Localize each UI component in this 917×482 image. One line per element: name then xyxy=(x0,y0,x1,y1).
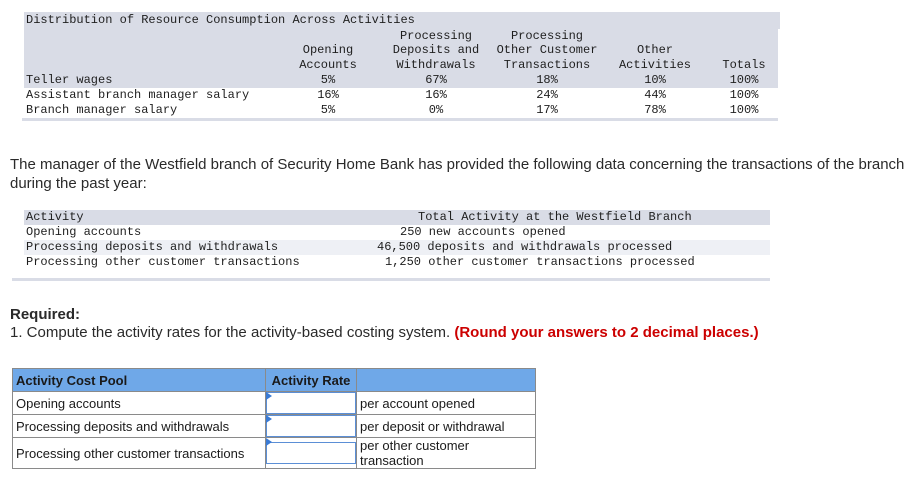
table-row xyxy=(13,438,536,469)
col-header-line2: Opening xyxy=(302,43,354,57)
table-row xyxy=(24,255,770,270)
activity-table xyxy=(24,210,770,280)
answer-table xyxy=(12,368,536,469)
intro-paragraph: The manager of the Westfield branch of Security Home Bank has provided the following data concerning the transactions of the branch during the past year: xyxy=(10,156,905,192)
cell-value: 0% xyxy=(428,103,444,117)
cell-value: 16% xyxy=(425,88,447,102)
cell-value: 5% xyxy=(320,103,336,117)
distribution-table xyxy=(24,12,778,119)
cell-value: 78% xyxy=(644,103,666,117)
table-row xyxy=(24,240,770,255)
table-divider xyxy=(12,278,770,281)
row-label: Assistant branch manager salary xyxy=(26,88,250,102)
table-row xyxy=(24,88,778,103)
cell-value: 5% xyxy=(320,73,336,87)
row-label: Teller wages xyxy=(26,73,113,87)
rate-cell xyxy=(266,415,357,438)
rate-unit: per account opened xyxy=(357,392,536,415)
cell-value: 100% xyxy=(729,73,759,87)
activity-total: 1,250 other customer transactions processed xyxy=(385,255,695,269)
table-row xyxy=(24,103,778,118)
cost-pool-label: Opening accounts xyxy=(13,392,266,415)
col-header-line3: Activities xyxy=(618,58,691,72)
rounding-note: (Round your answers to 2 decimal places.) xyxy=(454,324,759,341)
flag-icon xyxy=(266,392,272,400)
table-row xyxy=(24,225,770,240)
activity-header: Activity xyxy=(26,210,84,224)
activity-total: 250 new accounts opened xyxy=(400,225,566,239)
cell-value: 67% xyxy=(425,73,447,87)
col-header-line3: Withdrawals xyxy=(396,58,476,72)
cell-value: 100% xyxy=(729,88,759,102)
row-label: Branch manager salary xyxy=(26,103,178,117)
col-header-line3: Transactions xyxy=(503,58,591,72)
rate-unit: per other customer transaction xyxy=(357,438,536,469)
flag-icon xyxy=(266,438,272,446)
distribution-title: Distribution of Resource Consumption Across Activities xyxy=(24,12,780,29)
table-row xyxy=(24,73,778,88)
required-section xyxy=(10,306,759,342)
col-header-line2: Deposits and xyxy=(392,43,480,57)
table-divider xyxy=(22,118,778,121)
cell-value: 16% xyxy=(317,88,339,102)
col-unit xyxy=(357,369,536,392)
cell-value: 44% xyxy=(644,88,666,102)
cell-value: 100% xyxy=(729,103,759,117)
required-heading: Required: xyxy=(10,306,81,323)
cost-pool-label: Processing deposits and withdrawals xyxy=(13,415,266,438)
activity-name: Processing deposits and withdrawals xyxy=(26,240,279,254)
rate-unit: per deposit or withdrawal xyxy=(357,415,536,438)
rate-cell xyxy=(266,392,357,415)
cell-value: 18% xyxy=(536,73,558,87)
table-row xyxy=(13,392,536,415)
required-instruction: 1. Compute the activity rates for the activity-based costing system. (Round your answers to 2 decimal places.) xyxy=(10,324,759,341)
col-header-line1: Processing xyxy=(399,29,472,43)
table-row xyxy=(13,415,536,438)
col-activity-rate: Activity Rate xyxy=(266,369,357,392)
col-activity-cost-pool: Activity Cost Pool xyxy=(13,369,266,392)
cell-value: 10% xyxy=(644,73,666,87)
col-header-line3: Totals xyxy=(722,58,766,72)
rate-input-opening-accounts[interactable] xyxy=(266,392,356,414)
cost-pool-label: Processing other customer transactions xyxy=(13,438,266,469)
answer-table-header xyxy=(13,369,536,392)
col-header-line1: Processing xyxy=(510,29,583,43)
col-header-line2: Other Customer xyxy=(496,43,598,57)
cell-value: 17% xyxy=(536,103,558,117)
activity-table-header xyxy=(24,210,770,225)
activity-total: 46,500 deposits and withdrawals processed xyxy=(377,240,673,254)
col-header-line2: Other xyxy=(636,43,673,57)
cell-value: 24% xyxy=(536,88,558,102)
activity-name: Processing other customer transactions xyxy=(26,255,300,269)
rate-cell xyxy=(266,438,357,469)
col-header-line3: Accounts xyxy=(299,58,357,72)
total-activity-header: Total Activity at the Westfield Branch xyxy=(418,210,692,224)
rate-input-deposits-withdrawals[interactable] xyxy=(266,415,356,437)
rate-input-other-transactions[interactable] xyxy=(266,442,356,464)
activity-name: Opening accounts xyxy=(26,225,142,239)
flag-icon xyxy=(266,415,272,423)
